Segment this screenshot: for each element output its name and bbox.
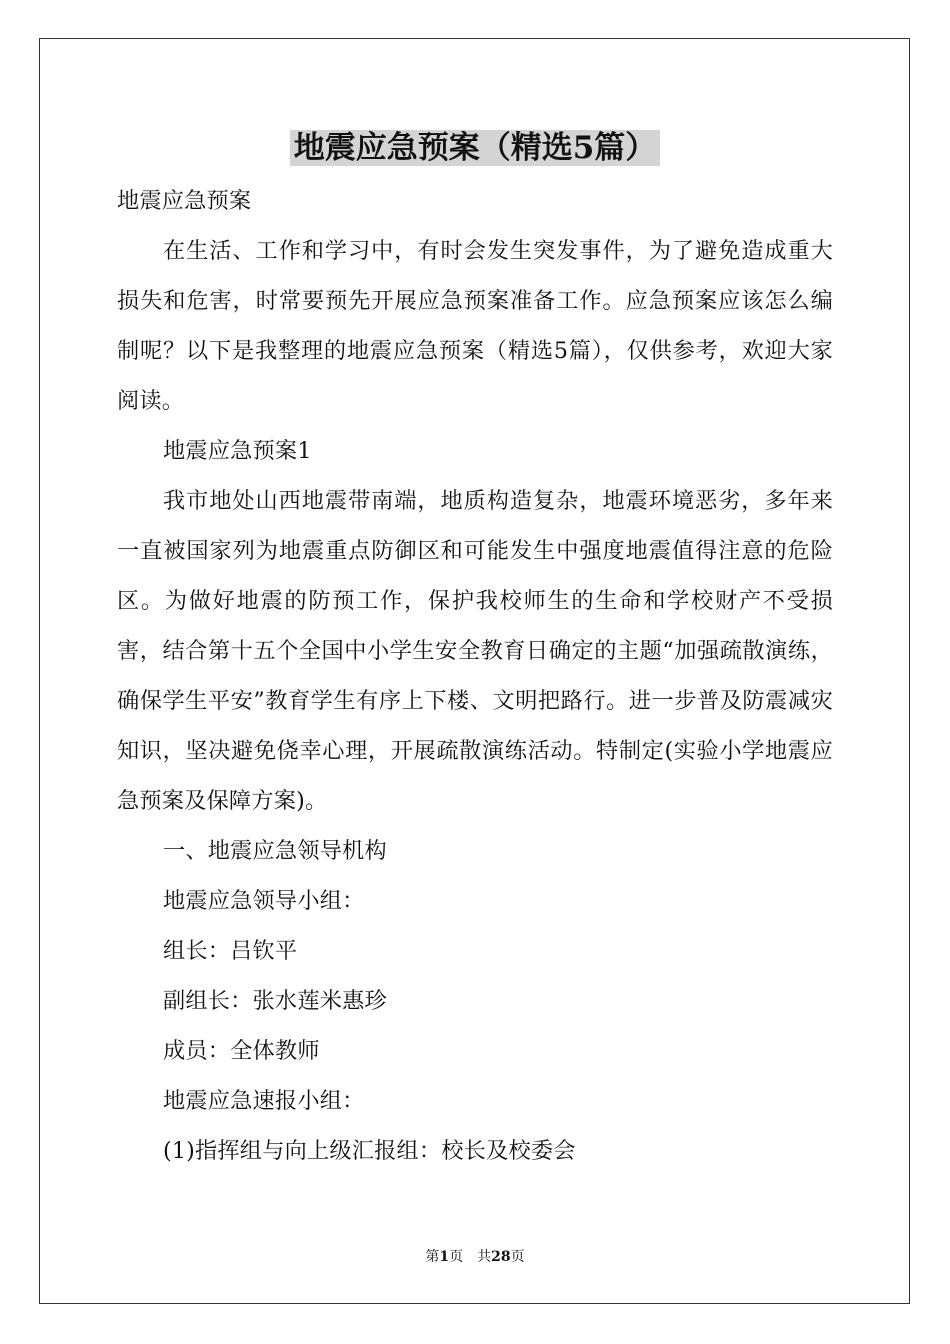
section-heading: 一、地震应急领导机构 xyxy=(163,838,387,864)
section-heading: 地震应急预案1 xyxy=(163,438,312,464)
intro-paragraph: 在生活、工作和学习中，有时会发生突发事件，为了避免造成重大损失和危害，时常要预先开展应急预案准备工作。应急预案应该怎么编制呢？以下是我整理的地震应急预案（精选5篇），仅供参考，欢迎大家阅读。 xyxy=(117,238,833,414)
total-pages: 28 xyxy=(491,1249,511,1265)
page-number: 1 xyxy=(439,1249,450,1265)
body-paragraph: 我市地处山西地震带南端，地质构造复杂，地震环境恶劣，多年来一直被国家列为地震重点防御区和可能发生中强度地震值得注意的危险区。为做好地震的防预工作，保护我校师生的生命和学校财产不受损害，结合第十五个全国中小学生安全教育日确定的主题“加强疏散演练，确保学生平安”教育学生有序上下楼、文明把路行。进一步普及防震减灾知识，坚决避免侥幸心理，开展疏散演练活动。特制定(实验小学地震应急预案及保障方案)。 xyxy=(117,488,833,814)
list-item: 地震应急速报小组： xyxy=(163,1088,365,1114)
list-item: 成员：全体教师 xyxy=(163,1038,320,1064)
page-footer xyxy=(0,1248,950,1266)
document-title: 地震应急预案（精选5篇） xyxy=(0,127,950,169)
list-item: 副组长：张水莲米惠珍 xyxy=(163,988,387,1014)
list-item: 组长：吕钦平 xyxy=(163,938,298,964)
total-prefix: 共 xyxy=(477,1249,492,1265)
document-body xyxy=(117,176,833,1176)
list-item: (1)指挥组与向上级汇报组：校长及校委会 xyxy=(163,1138,576,1164)
page-prefix: 第 xyxy=(425,1249,440,1265)
total-suffix: 页 xyxy=(510,1249,525,1265)
document-subtitle: 地震应急预案 xyxy=(117,188,252,214)
page-suffix: 页 xyxy=(449,1249,464,1265)
list-item: 地震应急领导小组： xyxy=(163,888,365,914)
